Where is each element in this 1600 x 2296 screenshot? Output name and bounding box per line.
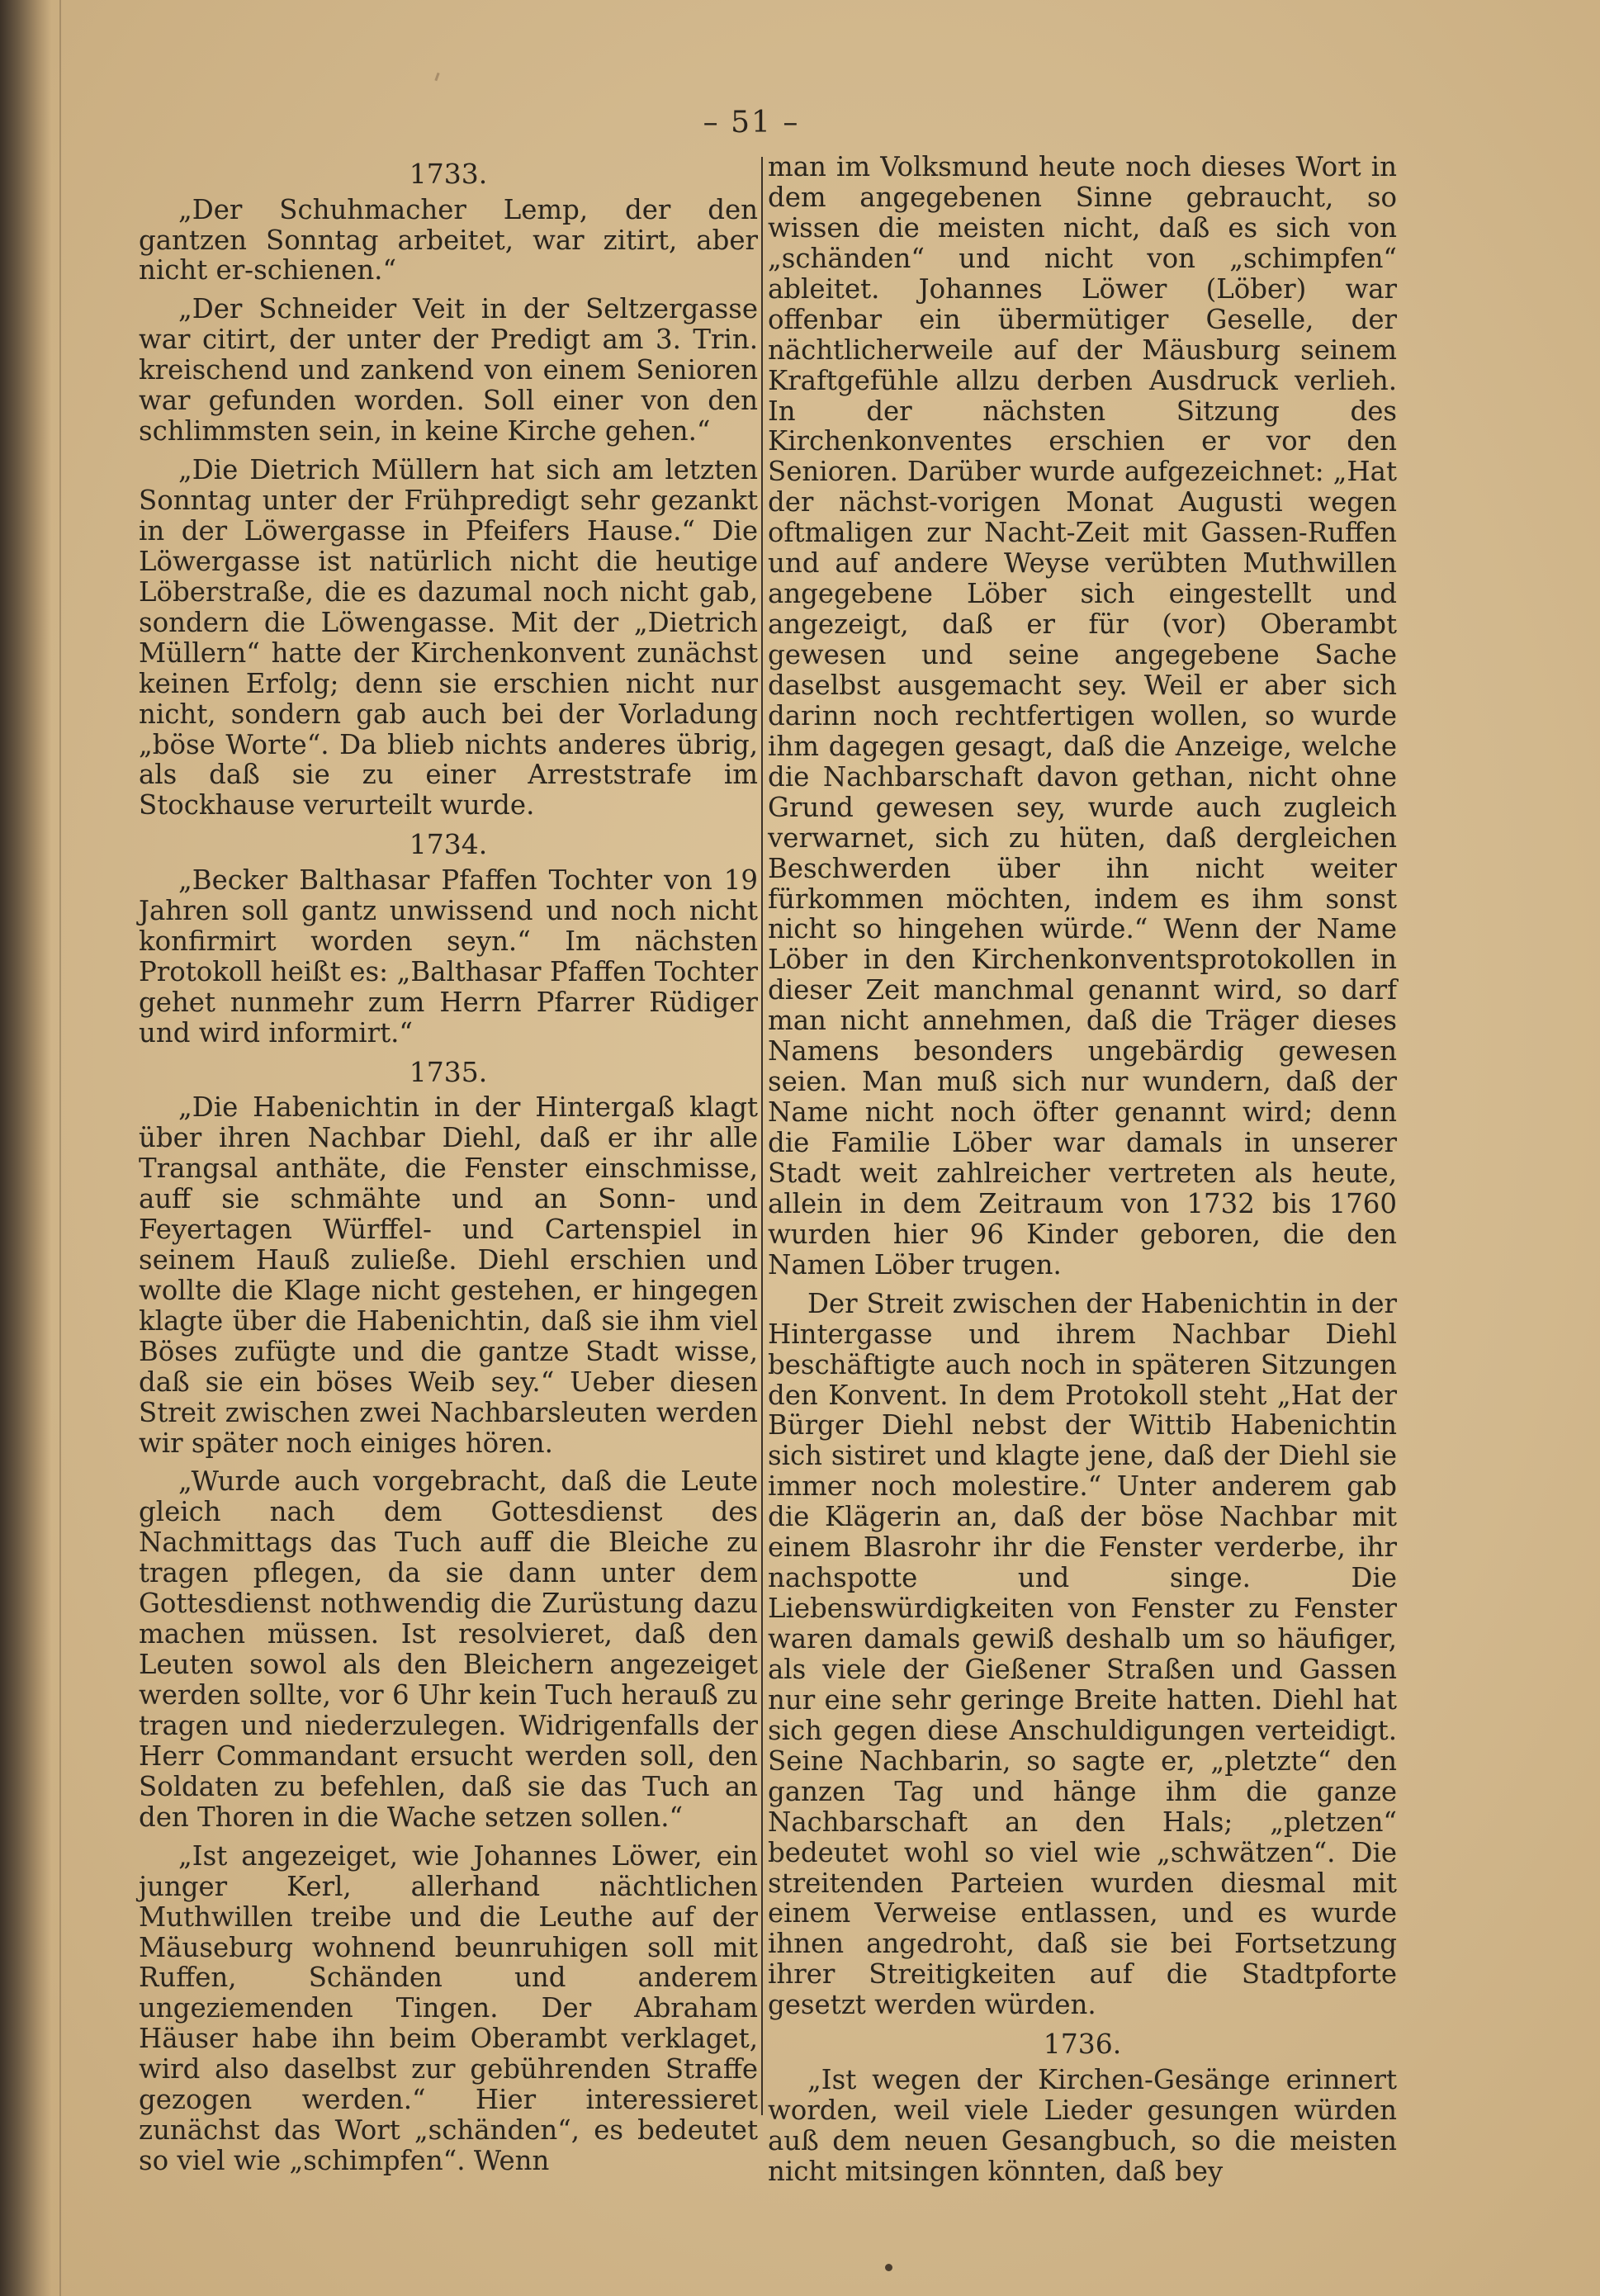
left-column bbox=[139, 155, 758, 2185]
year-heading: 1736. bbox=[1043, 2028, 1122, 2061]
column-divider bbox=[761, 157, 763, 2115]
paragraph: „Ist wegen der Kirchen-Gesänge erinnert worden, weil viele Lieder gesungen würden auß dem neuen Gesangbuch, so die meisten nicht mitsingen könnten, daß bey bbox=[768, 2063, 1397, 2187]
paragraph: „Becker Balthasar Pfaffen Tochter von 19 Jahren soll gantz unwissend und noch nicht konfirmirt worden seyn.“ Im nächsten Protokoll heißt es: „Balthasar Pfaffen Tochter gehet nunmehr zum Herrn Pfarrer Rüdiger und wird informirt.“ bbox=[139, 864, 758, 1049]
paragraph: „Ist angezeiget, wie Johannes Löwer, ein junger Kerl, allerhand nächtlichen Muthwillen treibe und die Leuthe auf der Mäuseburg wohnend beunruhigen soll mit Ruffen, Schänden und anderem ungeziemenden Tingen. Der Abraham Häuser habe ihn beim Oberambt verklaget, wird also daselbst zur gebührenden Straffe gezogen werden.“ Hier interessieret zunächst das Wort „schänden“, es bedeutet so viel wie „schimpfen“. Wenn bbox=[139, 1839, 758, 2177]
year-heading: 1733. bbox=[409, 158, 488, 190]
paragraph: „Die Habenichtin in der Hintergaß klagt über ihren Nachbar Diehl, daß er ihr alle Trangsal anthäte, die Fenster einschmisse, auff sie schmähte und an Sonn- und Feyertagen Würffel- und Cartenspiel in seinem Hauß zuließe. Diehl erschien und wollte die Klage nicht gestehen, er hingegen klagte über die Habenichtin, daß sie ihm viel Böses zufügte und die gantze Stadt wisse, daß sie ein böses Weib sey.“ Ueber diesen Streit zwischen zwei Nachbarsleuten werden wir später noch einiges hören. bbox=[139, 1091, 758, 1459]
paragraph: „Der Schneider Veit in der Seltzergasse war citirt, der unter der Predigt am 3. Trin. kreischend und zankend von einem Senioren war gefunden worden. Soll einer von den schlimmsten sein, in keine Kirche gehen.“ bbox=[139, 293, 758, 447]
year-heading: 1735. bbox=[409, 1055, 488, 1088]
paper-blemish bbox=[885, 2264, 892, 2271]
right-column bbox=[768, 152, 1397, 2195]
page-number: – 51 – bbox=[703, 106, 800, 140]
paragraph: „Der Schuhmacher Lemp, der den gantzen Sonntag arbeitet, war zitirt, aber nicht er-schienen.“ bbox=[139, 193, 758, 286]
paragraph: „Wurde auch vorgebracht, daß die Leute gleich nach dem Gottesdienst des Nachmittags das Tuch auff die Bleiche zu tragen pflegen, da sie dann unter dem Gottesdienst nothwendig die Zurüstung dazu machen müssen. Ist resolvieret, daß den Leuten sowol als den Bleichern angezeiget werden sollte, vor 6 Uhr kein Tuch herauß zu tragen und niederzulegen. Widrigenfalls der Herr Commandant ersucht werden soll, den Soldaten zu befehlen, daß sie das Tuch an den Thoren in die Wache setzen sollen.“ bbox=[139, 1465, 758, 1833]
book-gutter-shadow bbox=[0, 0, 51, 2296]
page-edge-line bbox=[59, 0, 61, 2296]
paragraph: Der Streit zwischen der Habenichtin in der Hintergasse und ihrem Nachbar Diehl beschäftigte auch noch in späteren Sitzungen den Konvent. In dem Protokoll steht „Hat der Bürger Diehl nebst der Wittib Habenichtin sich sistiret und klagte jene, daß der Diehl sie immer noch molestire.“ Unter anderem gab die Klägerin an, daß der böse Nachbar mit einem Blasrohr ihr die Fenster verderbe, ihr nachspotte und singe. Die Liebenswürdigkeiten von Fenster zu Fenster waren damals gewiß deshalb um so häufiger, als viele der Gießener Straßen und Gassen nur eine sehr geringe Breite hatten. Diehl hat sich gegen diese Anschuldigungen verteidigt. Seine Nachbarin, so sagte er, „pletzte“ den ganzen Tag und hänge ihm die ganze Nachbarschaft an den Hals; „pletzen“ bedeutet wohl so viel wie „schwätzen“. Die streitenden Parteien wurden diesmal mit einem Verweise entlassen, und es wurde ihnen angedroht, daß sie bei Fortsetzung ihrer Streitigkeiten auf die Stadtpforte gesetzt werden würden. bbox=[768, 1287, 1397, 2021]
year-heading: 1734. bbox=[409, 828, 488, 861]
paragraph-continuation: man im Volksmund heute noch dieses Wort in dem angegebenen Sinne gebraucht, so wissen die meisten nicht, daß es sich von „schänden“ und nicht von „schimpfen“ ableitet. Johannes Löwer (Löber) war offenbar ein übermütiger Geselle, der nächtlicherweile auf der Mäusburg seinem Kraftgefühle allzu derben Ausdruck verlieh. In der nächsten Sitzung des Kirchenkonventes erschien er vor den Senioren. Darüber wurde aufgezeichnet: „Hat der nächst-vorigen Monat Augusti wegen oftmaligen zur Nacht-Zeit mit Gassen-Ruffen und auf andere Weyse verübten Muthwillen angegebene Löber sich eingestellt und angezeigt, daß er für (vor) Oberambt gewesen und seine angegebene Sache daselbst ausgemacht sey. Weil er aber sich darinn noch rechtfertigen wollen, so wurde ihm dagegen gesagt, daß die Anzeige, welche die Nachbarschaft davon gethan, nicht ohne Grund gewesen sey, wurde auch zugleich verwarnet, sich zu hüten, daß dergleichen Beschwerden über ihn nicht weiter fürkommen möchten, indem es ihm sonst nicht so hingehen würde.“ Wenn der Name Löber in den Kirchenkonventsprotokollen in dieser Zeit manchmal genannt wird, so darf man nicht annehmen, daß die Träger dieses Namens besonders ungebärdig gewesen seien. Man muß sich nur wundern, daß der Name nicht noch öfter genannt wird; denn die Familie Löber war damals in unserer Stadt weit zahlreicher vertreten als heute, allein in dem Zeitraum von 1732 bis 1760 wurden hier 96 Kinder geboren, die den Namen Löber trugen. bbox=[768, 151, 1397, 1281]
paper-speck bbox=[434, 73, 439, 81]
paragraph: „Die Dietrich Müllern hat sich am letzten Sonntag unter der Frühpredigt sehr gezankt in der Löwergasse in Pfeifers Hause.“ Die Löwergasse ist natürlich nicht die heutige Löberstraße, die es dazumal noch nicht gab, sondern die Löwengasse. Mit der „Dietrich Müllern“ hatte der Kirchenkonvent zunächst keinen Erfolg; denn sie erschien nicht nur nicht, sondern gab auch bei der Vorladung „böse Worte“. Da blieb nichts anderes übrig, als daß sie zu einer Arreststrafe im Stockhause verurteilt wurde. bbox=[139, 454, 758, 821]
